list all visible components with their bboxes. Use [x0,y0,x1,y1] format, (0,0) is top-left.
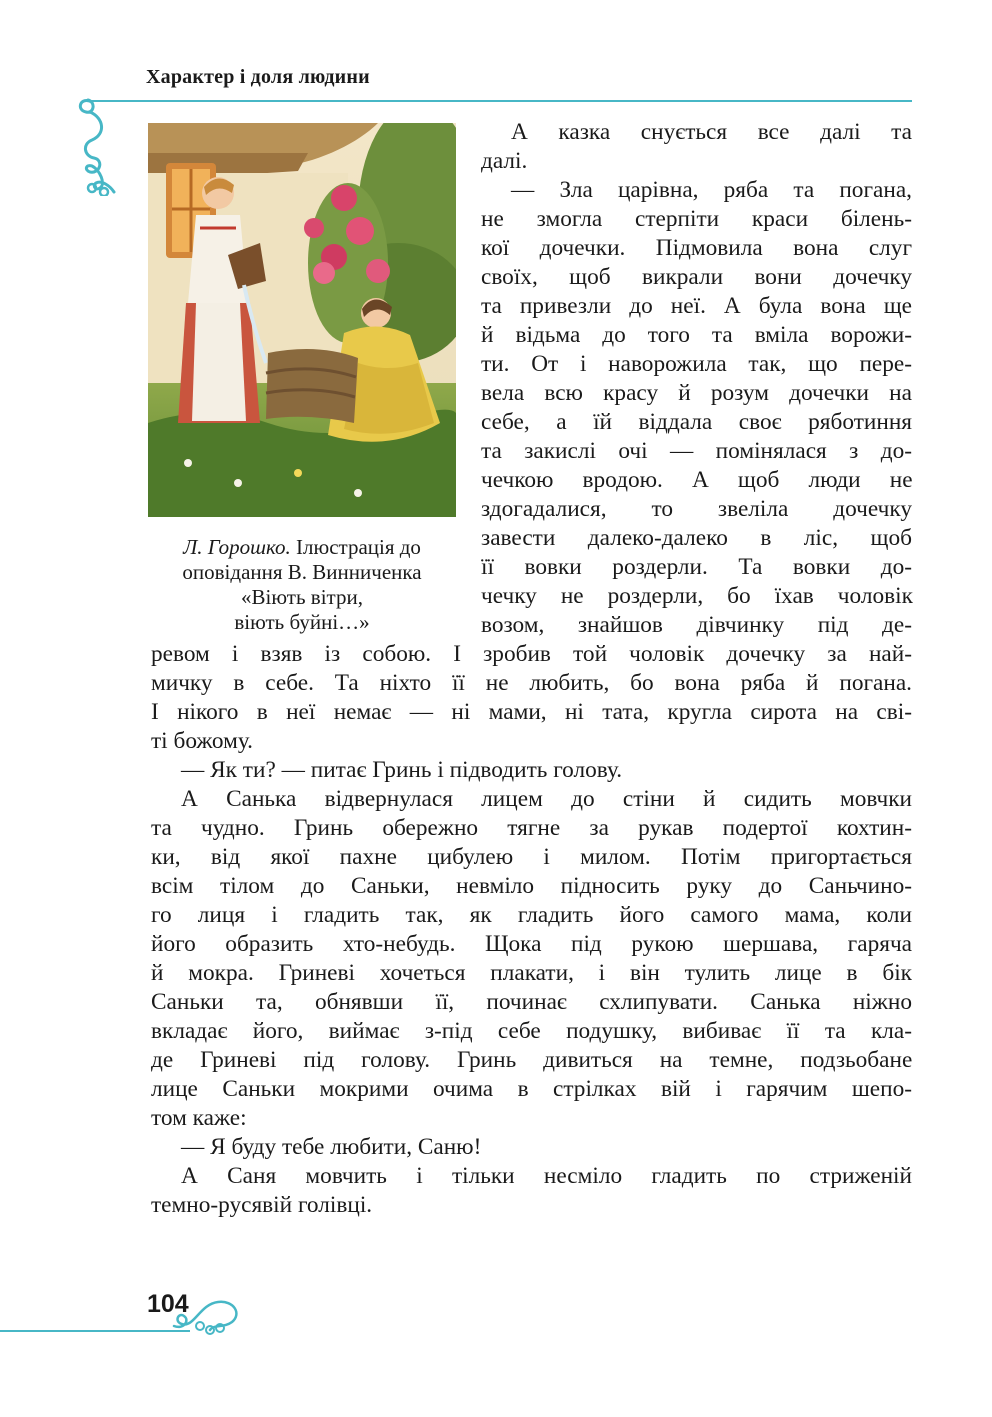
text-line: та закислі очі — помінялася з до- [481,438,912,464]
flourish-top-ornament [70,88,120,196]
page-number: 104 [147,1290,189,1318]
text-line: та чудно. Гринь обережно тягне за рукав подертої кохтин- [151,815,912,841]
text-line: лице Саньки мокрими очима в стрілках вій і гарячим шепо- [151,1076,912,1102]
text-line: й відьма до того та вміла ворожи- [481,322,912,348]
text-line: мичку в себе. Та ніхто її не любить, бо вона ряба й погана. [151,670,912,696]
text-line: — Як ти? — питає Гринь і підводить голову. [181,757,623,783]
text-line: том каже: [151,1105,247,1131]
text-line: ки, від якої пахне цибулею і милом. Потім пригортається [151,844,912,870]
text-line: темно-русявій голівці. [151,1192,373,1218]
chapter-title: Характер і доля людини [146,66,370,88]
text-line: — Зла царівна, ряба та погана, [511,177,912,203]
text-line: його образить хто-небудь. Щока під рукою шершава, гаряча [151,931,912,957]
text-line: ревом і взяв із собою. І зробив той чоловік дочечку за най- [151,641,912,667]
caption-line: Ілюстрація до [290,535,421,559]
text-line: та привезли до неї. А була вона ще [481,293,912,319]
text-line: її вовки роздерли. Та вовки до- [481,554,912,580]
footer-rule [0,1330,190,1332]
text-line: А Саня мовчить і тільки несміло гладить по стриженій [181,1163,912,1189]
text-line: й мокра. Гриневі хочеться плакати, і він тулить лице в бік [151,960,912,986]
text-line: всім тілом до Саньки, невміло підносить руку до Саньчино- [151,873,912,899]
text-line: вкладає його, виймає з-під себе подушку, вибиває її та кла- [151,1018,912,1044]
illustration-image [148,123,456,517]
text-line: Саньки та, обнявши її, починає схлипувати. Санька ніжно [151,989,912,1015]
text-line: чечку не роздерли, бо їхав чоловік [481,583,912,609]
text-line: чечкою вродою. А щоб люди не [481,467,912,493]
text-line: возом, знайшов дівчинку під де- [481,612,912,638]
flourish-bottom-ornament [170,1296,250,1338]
text-line: А казка снується все далі та [511,119,912,145]
caption-line: віють буйні…» [234,610,370,634]
text-line: А Санька відвернулася лицем до стіни й сидить мовчки [181,786,912,812]
text-line: І нікого в неї немає — ні мами, ні тата, кругла сирота на сві- [151,699,912,725]
text-line: ті божому. [151,728,254,754]
text-line: не змогла стерпіти краси білень- [481,206,912,232]
caption-line: «Віють вітри, [241,585,363,609]
text-line: кої дочечки. Підмовила вона слуг [481,235,912,261]
illustration-caption [146,535,458,635]
text-line: вела всю красу й розум дочечки на [481,380,912,406]
text-line: здогадалися, то звеліла дочечку [481,496,912,522]
story-illustration [148,123,456,517]
header-rule [90,100,912,102]
caption-line: оповідання В. Винниченка [182,560,422,584]
text-line: де Гриневі під голову. Гринь дивиться на темне, подзьобане [151,1047,912,1073]
text-line: далі. [481,148,528,174]
text-line: завести далеко-далеко в ліс, щоб [481,525,912,551]
text-line: себе, а їй віддала своє ряботиння [481,409,912,435]
text-line: ти. От і наворожила так, що пере- [481,351,912,377]
caption-author: Л. Горошко. [183,535,291,559]
text-line: — Я буду тебе любити, Саню! [181,1134,482,1160]
text-line: го лиця і гладить так, як гладить його самого мама, коли [151,902,912,928]
text-line: своїх, щоб викрали вони дочечку [481,264,912,290]
